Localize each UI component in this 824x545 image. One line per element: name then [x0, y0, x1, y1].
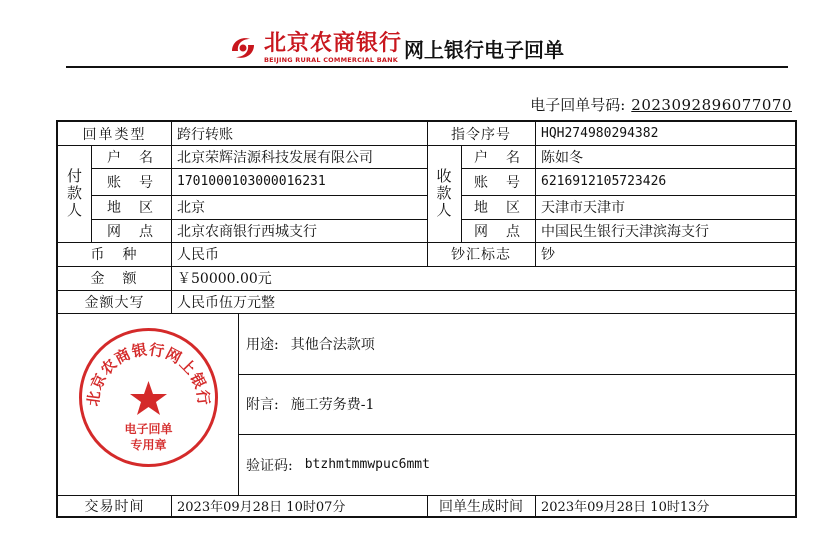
- payer-region: 北京: [177, 200, 205, 216]
- trade-time-value: 2023年09月28日 10时07分: [177, 500, 346, 515]
- payer-branch-label: 网 点: [107, 223, 155, 240]
- payer-account-label: 账 号: [107, 174, 155, 191]
- payee-branch: 中国民生银行天津滨海支行: [541, 223, 709, 240]
- payer-name: 北京荣辉洁源科技发展有限公司: [177, 149, 373, 166]
- payee-name-label: 户 名: [474, 149, 522, 166]
- purpose-row: [246, 313, 375, 374]
- payer-branch: 北京农商银行西城支行: [177, 223, 317, 240]
- seal-arc-text: 北京农商银行网上银行: [84, 340, 213, 408]
- seal-stamp: [76, 325, 221, 470]
- purpose-value: 其他合法款项: [290, 336, 375, 353]
- remark-label: 附言:: [246, 397, 279, 413]
- payee-region-label: 地 区: [474, 200, 522, 216]
- amount-words-value: 人民币伍万元整: [177, 294, 275, 311]
- receipt-number-label: 电子回单号码:: [530, 96, 626, 114]
- payee-account-label: 账 号: [474, 174, 522, 191]
- type-value: 跨行转账: [177, 126, 233, 143]
- verify-row: [246, 434, 430, 495]
- verify-label: 验证码:: [246, 457, 293, 474]
- trade-time-label: 交易时间: [84, 498, 145, 515]
- header-rule: [66, 66, 788, 68]
- bank-name-block: [264, 30, 403, 64]
- cash-flag-label: 钞汇标志: [451, 247, 511, 263]
- instruction-label: 指令序号: [451, 126, 511, 143]
- verify-value: btzhmtmmwpuc6mmt: [304, 457, 430, 472]
- purpose-label: 用途:: [246, 336, 279, 353]
- payee-name: 陈如冬: [541, 149, 583, 166]
- payer-section-label: 付 款 人: [66, 167, 82, 219]
- bank-name-en: BEIJING RURAL COMMERCIAL BANK: [264, 55, 398, 64]
- payee-section-label: 收 款 人: [436, 167, 452, 219]
- seal-line2: 专用章: [130, 438, 167, 452]
- page-header: [228, 28, 564, 68]
- type-label: 回单类型: [82, 126, 147, 143]
- payee-account: 6216912105723426: [541, 174, 667, 189]
- amount-label: 金 额: [90, 271, 139, 287]
- amount-value: ￥50000.00元: [177, 271, 272, 287]
- payer-name-label: 户 名: [107, 149, 155, 166]
- doc-title: 网上银行电子回单: [404, 37, 565, 62]
- cash-flag-value: 钞: [541, 247, 555, 263]
- amount-words-label: 金额大写: [84, 294, 145, 311]
- receipt-number-value: 2023092896077070: [631, 96, 792, 114]
- payee-region: 天津市天津市: [541, 200, 625, 216]
- bank-logo-icon: [228, 33, 258, 63]
- seal-line1: 电子回单: [124, 422, 173, 436]
- receipt-number: [530, 94, 792, 115]
- gen-time-label: 回单生成时间: [439, 498, 523, 515]
- remark-value: 施工劳务费-1: [290, 397, 375, 413]
- payee-branch-label: 网 点: [474, 223, 522, 240]
- star-icon: [130, 381, 167, 415]
- payer-region-label: 地 区: [107, 200, 155, 216]
- currency-value: 人民币: [177, 247, 219, 263]
- bank-name-cn: 北京农商银行: [264, 30, 403, 56]
- gen-time-value: 2023年09月28日 10时13分: [541, 500, 710, 515]
- payer-account: 1701000103000016231: [177, 174, 326, 189]
- currency-label: 币 种: [90, 247, 139, 263]
- instruction-value: HQH274980294382: [541, 126, 659, 141]
- remark-row: [246, 374, 374, 434]
